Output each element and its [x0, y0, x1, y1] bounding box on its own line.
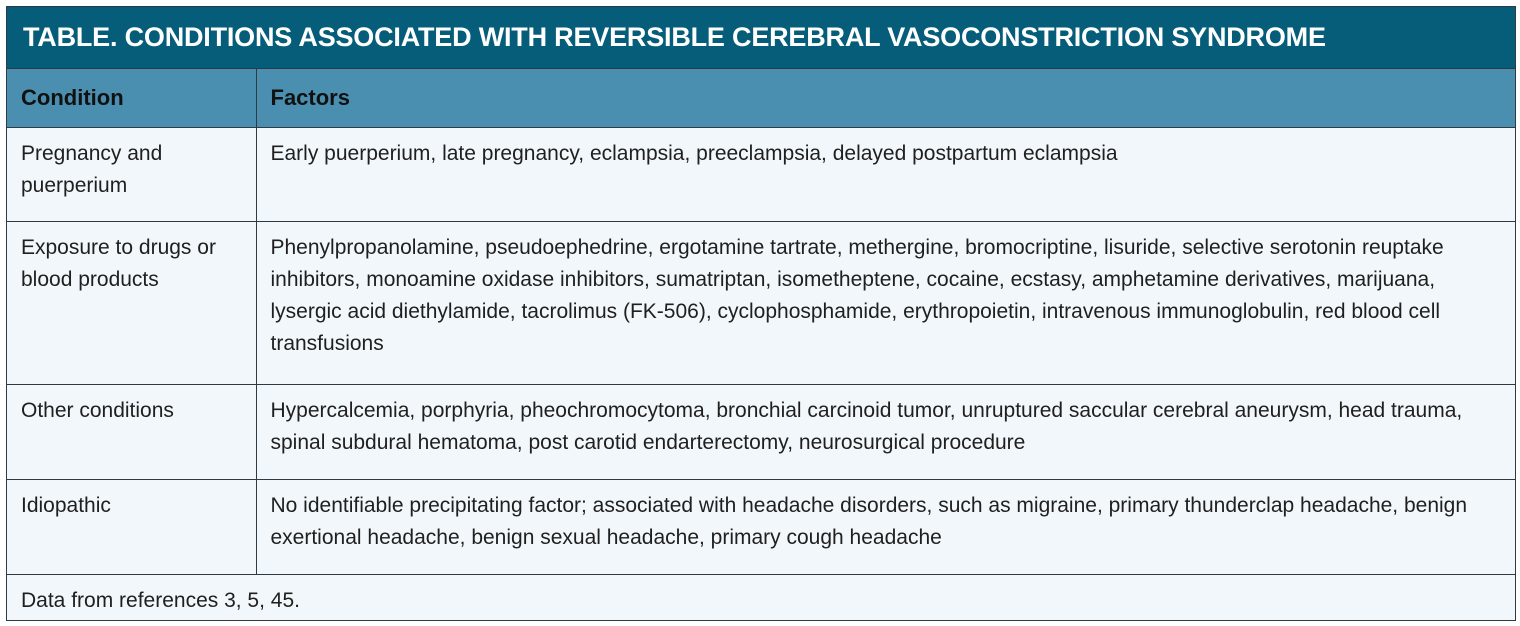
column-header-condition: Condition — [7, 69, 256, 127]
table-row — [7, 127, 1515, 221]
factors-cell: No identifiable precipitating factor; associated with headache disorders, such as migraine, primary thunderclap headache, benign exertional headache, benign sexual headache, primary cough headache — [256, 479, 1515, 574]
table-row — [7, 221, 1515, 384]
conditions-grid — [7, 69, 1515, 621]
table-title: TABLE. CONDITIONS ASSOCIATED WITH REVERSIBLE CEREBRAL VASOCONSTRICTION SYNDROME — [23, 22, 1326, 52]
table-row — [7, 479, 1515, 574]
condition-cell: Pregnancy and puerperium — [7, 127, 256, 221]
column-header-factors: Factors — [256, 69, 1515, 127]
factors-cell: Phenylpropanolamine, pseudoephedrine, ergotamine tartrate, methergine, bromocriptine, lisuride, selective serotonin reuptake inhibitors, monoamine oxidase inhibitors, sumatriptan, isometheptene, cocaine, ecstasy, amphetamine derivatives, marijuana, lysergic acid diethylamide, tacrolimus (FK-506), cyclophosphamide, erythropoietin, intravenous immunoglobulin, red blood cell transfusions — [256, 221, 1515, 384]
header-row — [7, 69, 1515, 127]
factors-cell: Hypercalcemia, porphyria, pheochromocytoma, bronchial carcinoid tumor, unruptured saccular cerebral aneurysm, head trauma, spinal subdural hematoma, post carotid endarterectomy, neurosurgical procedure — [256, 384, 1515, 479]
condition-cell: Exposure to drugs or blood products — [7, 221, 256, 384]
conditions-table — [6, 6, 1516, 621]
table-row — [7, 384, 1515, 479]
condition-cell: Idiopathic — [7, 479, 256, 574]
table-footnote: Data from references 3, 5, 45. — [21, 588, 300, 612]
factors-cell: Early puerperium, late pregnancy, eclampsia, preeclampsia, delayed postpartum eclampsia — [256, 127, 1515, 221]
footnote-row — [7, 574, 1515, 621]
table-title-bar — [7, 7, 1515, 69]
condition-cell: Other conditions — [7, 384, 256, 479]
